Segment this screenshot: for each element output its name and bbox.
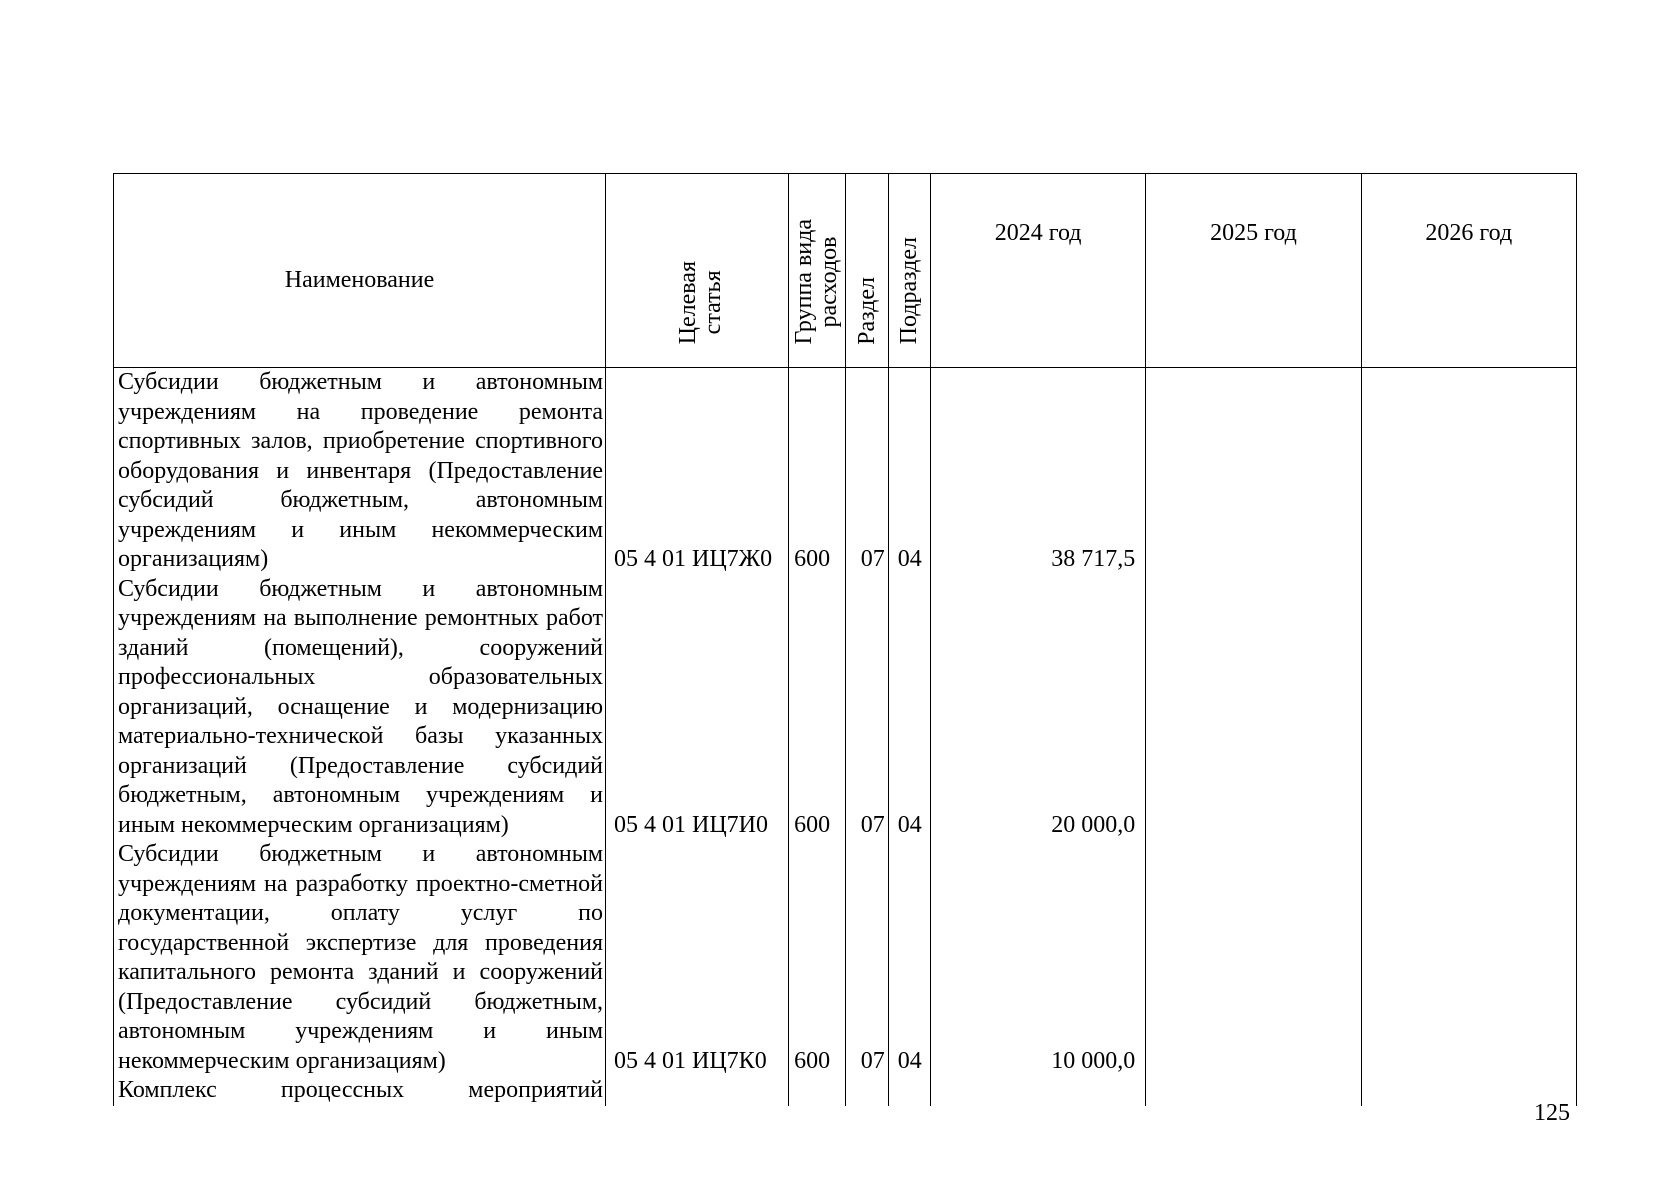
- table-row: [114, 840, 1577, 1076]
- row-target-article: 05 4 01 ИЦ7И0: [606, 575, 789, 841]
- header-name: Наименование: [114, 174, 606, 368]
- header-year-2026: 2026 год: [1361, 174, 1576, 368]
- row-amount-2024: 38 717,5: [930, 368, 1145, 575]
- header-subsection: [888, 174, 930, 368]
- row-amount-2025: [1146, 368, 1361, 575]
- row-amount-2024: 20 000,0: [930, 575, 1145, 841]
- row-amount-2024: 10 000,0: [930, 840, 1145, 1076]
- row-name: Субсидии бюджетным и автономным учреждениям на проведение ремонта спортивных залов, приобретение спортивного оборудования и инвентаря (Предоставление субсидий бюджетным, автономным учреждениям и иным некоммерческим организациям): [114, 368, 606, 575]
- table-row-partial: [114, 1076, 1577, 1106]
- header-target-article-label: Целевая статья: [675, 261, 727, 345]
- row-target-article: 05 4 01 ИЦ7Ж0: [606, 368, 789, 575]
- row-amount-2026: [1361, 575, 1576, 841]
- row-expense-group: 600: [789, 840, 846, 1076]
- row-subsection: 04: [888, 575, 930, 841]
- row-amount-2024-empty: [930, 1076, 1145, 1106]
- row-name: Субсидии бюджетным и автономным учреждениям на разработку проектно-сметной документации, оплату услуг по государственной экспертизе для проведения капитального ремонта зданий и сооружений (Предоставление субсидий бюджетным, автономным учреждениям и иным некоммерческим организациям): [114, 840, 606, 1076]
- table-row: [114, 575, 1577, 841]
- row-section-empty: [846, 1076, 888, 1106]
- row-target-article-empty: [606, 1076, 789, 1106]
- row-expense-group: 600: [789, 368, 846, 575]
- row-amount-2025: [1146, 840, 1361, 1076]
- header-row: [114, 174, 1577, 368]
- row-amount-2026: [1361, 368, 1576, 575]
- row-section: 07: [846, 368, 888, 575]
- header-subsection-label: Подраздел: [895, 237, 922, 345]
- row-expense-group: 600: [789, 575, 846, 841]
- row-section: 07: [846, 840, 888, 1076]
- row-section: 07: [846, 575, 888, 841]
- row-name: Субсидии бюджетным и автономным учреждениям на выполнение ремонтных работ зданий (помещений), сооружений профессиональных образовательных организаций, оснащение и модернизацию материально-технической базы указанных организаций (Предоставление субсидий бюджетным, автономным учреждениям и иным некоммерческим организациям): [114, 575, 606, 841]
- header-target-article: [606, 174, 789, 368]
- row-amount-2025-empty: [1146, 1076, 1361, 1106]
- header-section: [846, 174, 888, 368]
- row-subsection: 04: [888, 368, 930, 575]
- row-amount-2025: [1146, 575, 1361, 841]
- row-subsection: 04: [888, 840, 930, 1076]
- row-expense-group-empty: [789, 1076, 846, 1106]
- row-amount-2026: [1361, 840, 1576, 1076]
- row-name: Комплекс процессных мероприятий: [114, 1076, 606, 1106]
- row-target-article: 05 4 01 ИЦ7К0: [606, 840, 789, 1076]
- header-expense-group: [789, 174, 846, 368]
- budget-table: [113, 173, 1577, 1106]
- header-expense-group-label: Группа вида расходов: [791, 219, 843, 345]
- page-number: 125: [1534, 1100, 1570, 1126]
- header-year-2024: 2024 год: [930, 174, 1145, 368]
- header-year-2025: 2025 год: [1146, 174, 1361, 368]
- header-section-label: Раздел: [853, 276, 880, 345]
- table-row: [114, 368, 1577, 575]
- row-subsection-empty: [888, 1076, 930, 1106]
